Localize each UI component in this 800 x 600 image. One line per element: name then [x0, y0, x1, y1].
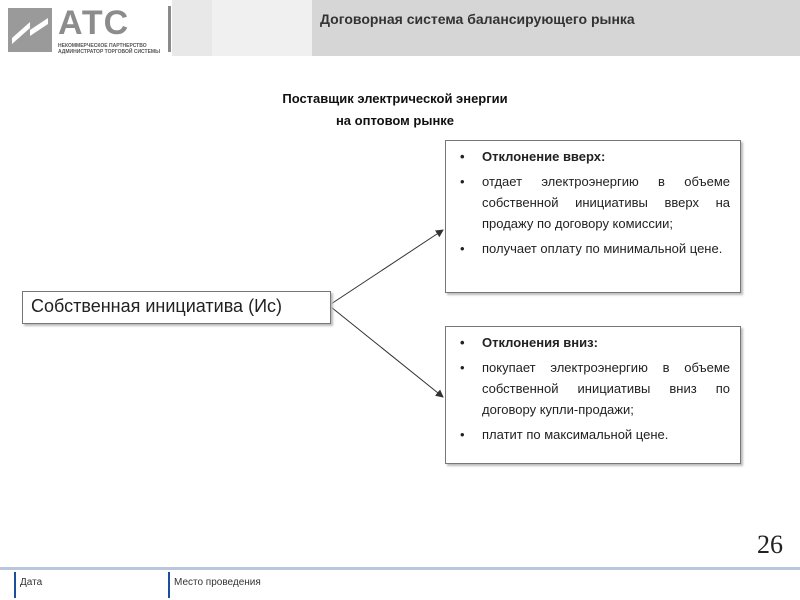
page-number: 26 — [757, 530, 783, 559]
logo-subtitle-2: АДМИНИСТРАТОР ТОРГОВОЙ СИСТЕМЫ — [58, 49, 160, 55]
deviation-up-item: отдает электроэнергию в объеме собственной инициативы вверх на продажу по договору комиссии; — [482, 174, 730, 231]
diagram-title-line-1: Поставщик электрической энергии — [282, 91, 508, 106]
list-item — [460, 357, 730, 420]
own-initiative-box: Собственная инициатива (Ис) — [22, 291, 331, 324]
bullet-icon: • — [460, 241, 465, 256]
slide-title: Договорная система балансирующего рынка — [320, 11, 635, 27]
arrow-down — [331, 307, 443, 397]
bullet-icon: • — [460, 149, 465, 164]
bullet-icon: • — [460, 335, 465, 350]
footer-divider — [0, 567, 800, 570]
logo-subtitle-1: НЕКОММЕРЧЕСКОЕ ПАРТНЕРСТВО — [58, 43, 147, 49]
list-item — [460, 424, 730, 445]
list-item — [460, 238, 730, 259]
diagram-title-line-2: на оптовом рынке — [335, 113, 455, 128]
deviation-down-box — [445, 326, 741, 464]
deviation-up-item: получает оплату по минимальной цене. — [482, 241, 723, 256]
footer-marker — [168, 572, 170, 598]
deviation-down-item: покупает электроэнергию в объеме собственной инициативы вниз по договору купли-продажи; — [482, 360, 730, 417]
logo-text: АТС — [58, 4, 130, 42]
list-item — [460, 171, 730, 234]
list-item — [460, 332, 730, 353]
list-item — [460, 146, 730, 167]
deviation-down-item: платит по максимальной цене. — [482, 427, 669, 442]
arrow-up — [331, 230, 443, 304]
footer-date: Дата — [20, 577, 43, 588]
bullet-icon: • — [460, 360, 465, 375]
bullet-icon: • — [460, 174, 465, 189]
bullet-icon: • — [460, 427, 465, 442]
deviation-up-heading: Отклонение вверх: — [482, 149, 606, 164]
deviation-down-heading: Отклонения вниз: — [482, 335, 598, 350]
footer-marker — [14, 572, 16, 598]
deviation-up-box — [445, 140, 741, 293]
footer-place: Место проведения — [174, 577, 261, 588]
